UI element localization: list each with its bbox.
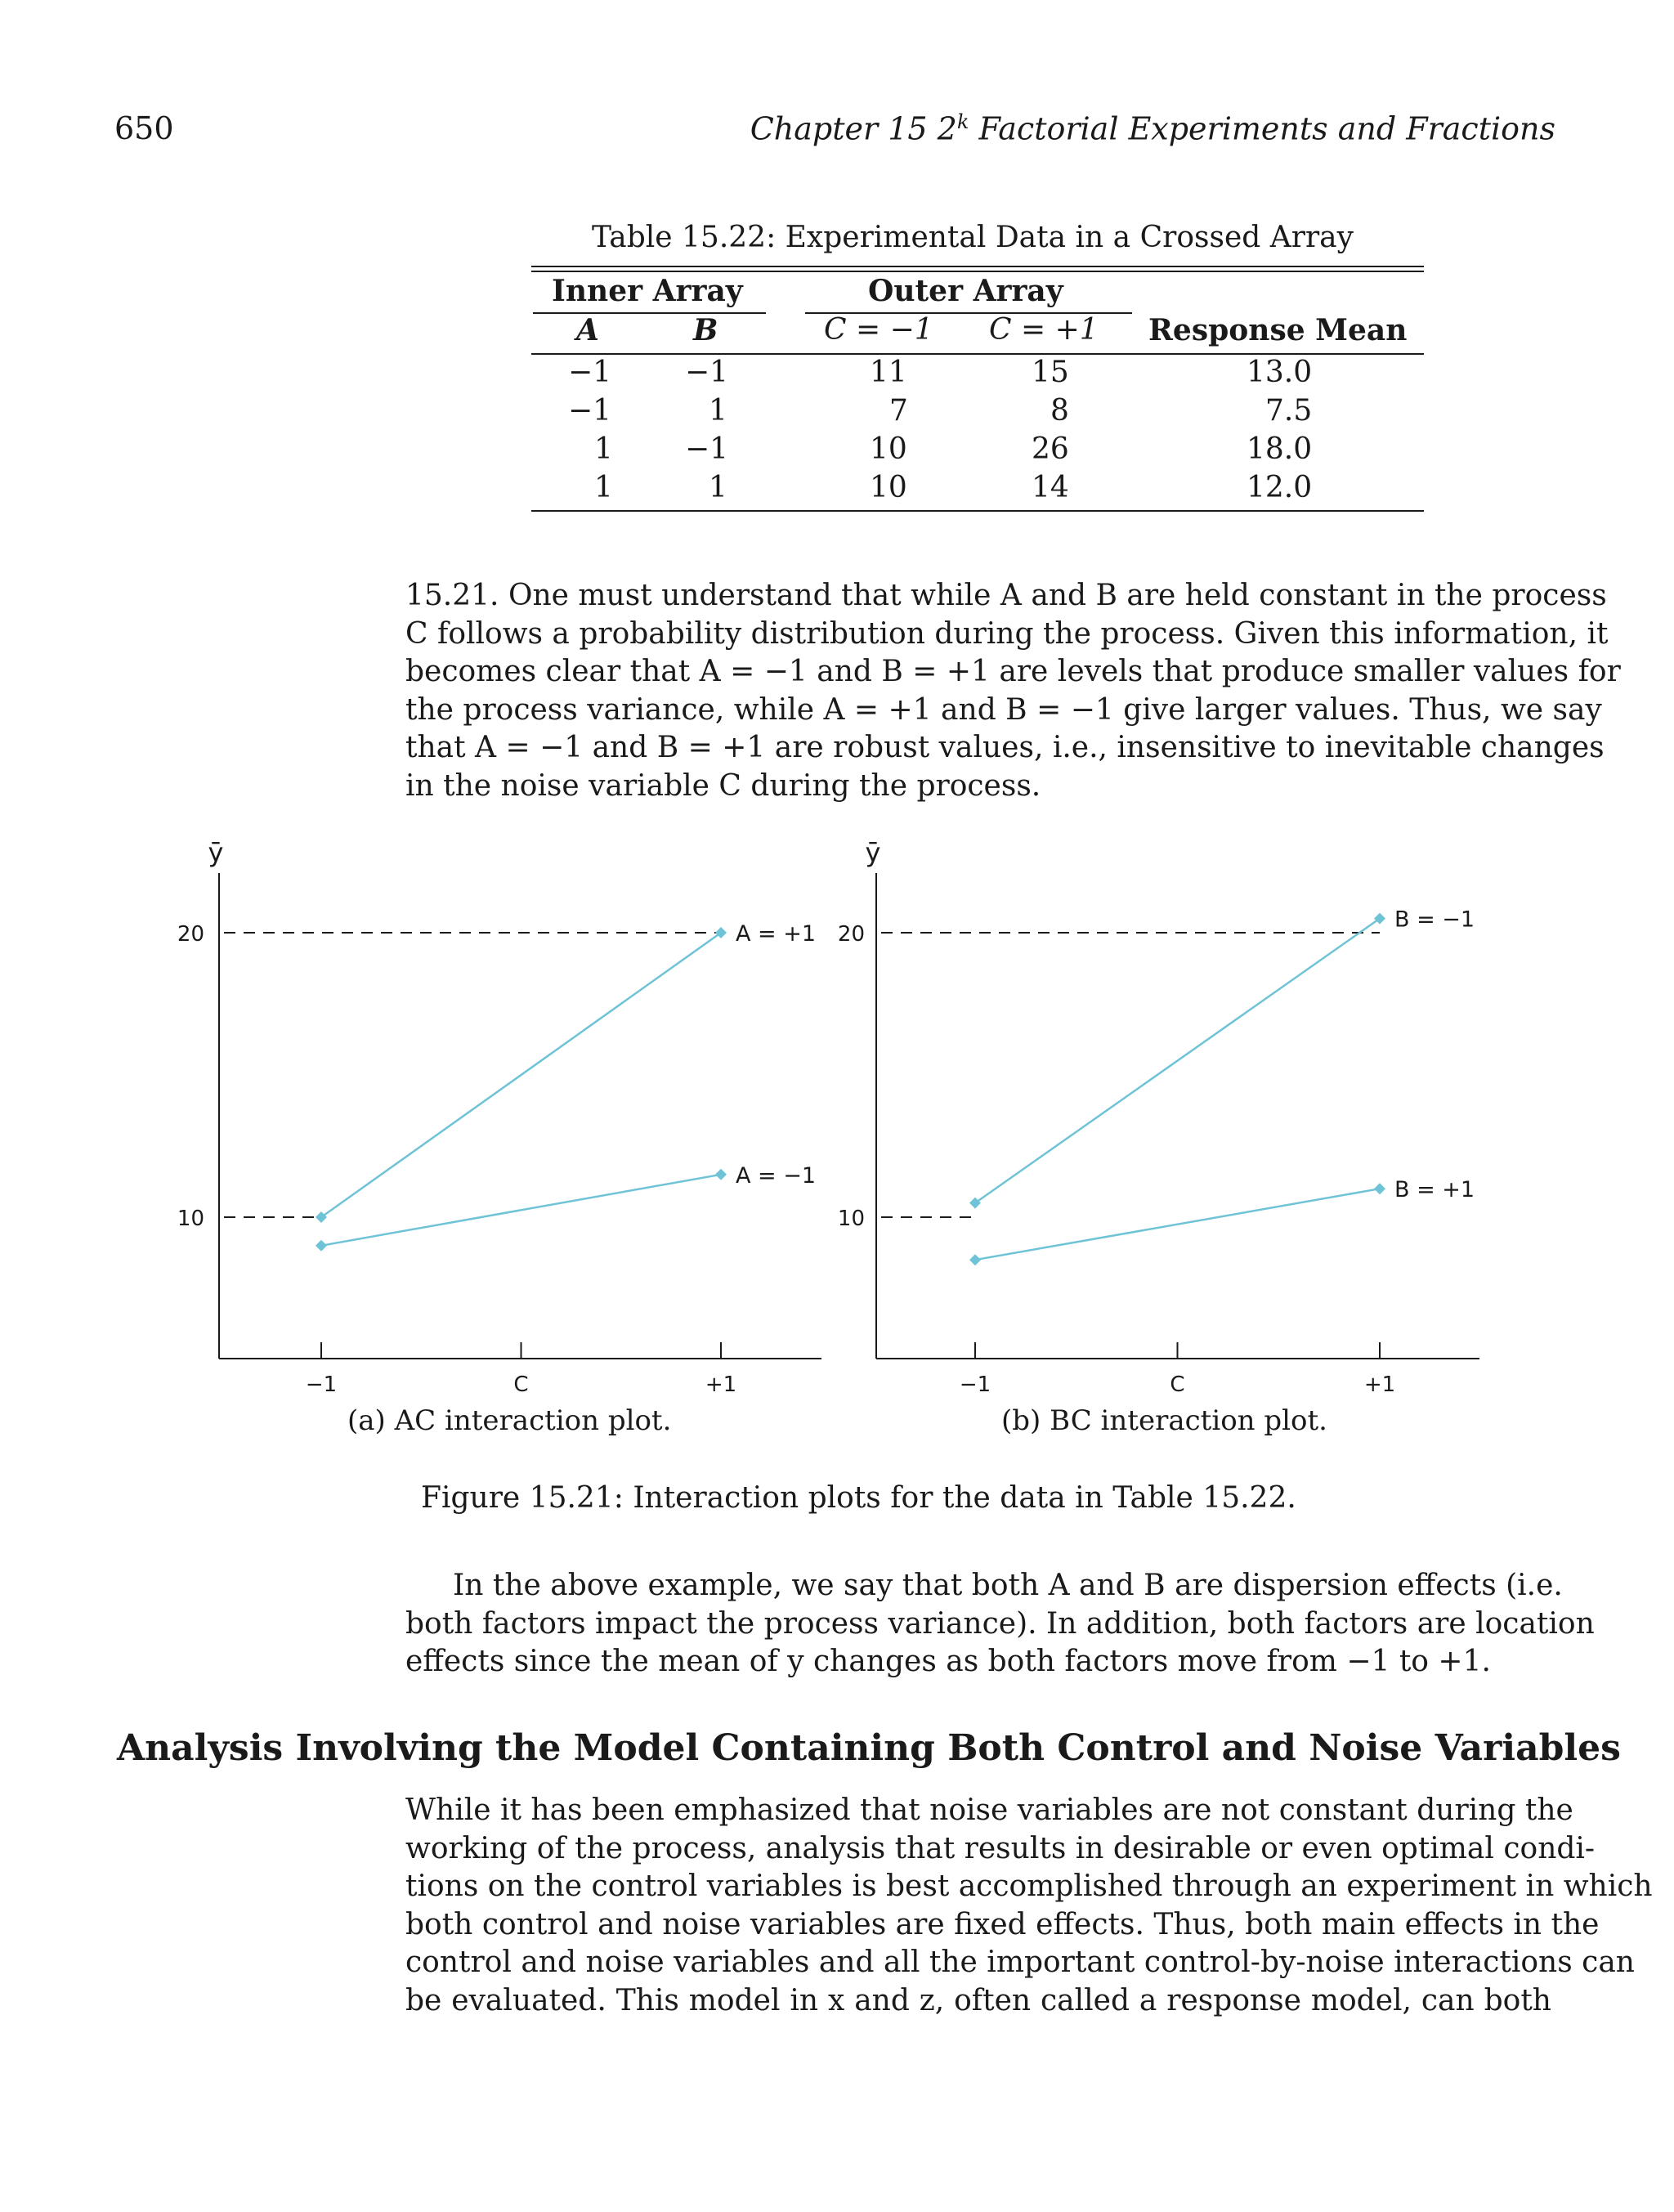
x-tick-label: −1 xyxy=(305,1372,338,1397)
series-label: B = −1 xyxy=(1394,907,1475,933)
text-line: the process variance, while A = +1 and B = −1 give larger values. Thus, we say xyxy=(405,692,1602,727)
series-label: B = +1 xyxy=(1394,1177,1475,1203)
y-axis-label: ȳ xyxy=(865,837,881,868)
text-line: be evaluated. This model in x and z, often called a response model, can both xyxy=(405,1983,1551,2017)
text-line: tions on the control variables is best accomplished through an experiment in which xyxy=(405,1869,1653,1903)
cell-c-minus: 10 xyxy=(870,432,907,466)
text-line: in the noise variable C during the process. xyxy=(405,768,1041,803)
text-line: both factors impact the process variance). In addition, both factors are location xyxy=(405,1606,1595,1641)
cell-c-plus: 8 xyxy=(1050,394,1069,428)
data-point xyxy=(715,1169,727,1180)
table-caption: Table 15.22: Experimental Data in a Crossed Array xyxy=(592,221,1354,254)
y-tick-label: 20 xyxy=(177,922,204,947)
data-point xyxy=(969,1254,981,1265)
cell-b: −1 xyxy=(685,432,729,466)
text-line: In the above example, we say that both A and B are dispersion effects (i.e. xyxy=(453,1569,1563,1602)
paragraph-response-model xyxy=(405,1792,1653,2020)
text-line: 15.21. One must understand that while A and B are held constant in the process xyxy=(405,579,1607,612)
cell-c-minus: 7 xyxy=(889,394,908,428)
cell-c-plus: 15 xyxy=(1032,356,1069,389)
x-tick-label: +1 xyxy=(1363,1372,1396,1397)
cell-c-plus: 14 xyxy=(1032,471,1069,504)
cell-mean: 7.5 xyxy=(1265,394,1313,428)
chapter-suffix: Factorial Experiments and Fractions xyxy=(969,110,1555,147)
cell-a: −1 xyxy=(568,356,612,389)
cell-mean: 12.0 xyxy=(1247,471,1313,504)
y-tick-label: 10 xyxy=(177,1207,204,1231)
x-tick-label: C xyxy=(1170,1372,1185,1397)
cell-mean: 13.0 xyxy=(1247,356,1313,389)
text-line: control and noise variables and all the important control-by-noise interactions can xyxy=(405,1946,1635,1979)
cell-b: −1 xyxy=(685,356,729,389)
x-tick-label: −1 xyxy=(959,1372,991,1397)
series-line xyxy=(975,1189,1380,1260)
col-header-a: A xyxy=(576,313,599,347)
y-axis-label: ȳ xyxy=(208,837,224,868)
series-label: A = +1 xyxy=(736,921,817,947)
text-line: While it has been emphasized that noise variables are not constant during the xyxy=(405,1793,1573,1827)
text-line: effects since the mean of y changes as both factors move from −1 to +1. xyxy=(405,1645,1491,1678)
col-header-b: B xyxy=(693,313,718,347)
cell-c-minus: 10 xyxy=(870,471,907,504)
subcaption-b: (b) BC interaction plot. xyxy=(1001,1404,1327,1437)
series-label: A = −1 xyxy=(736,1162,817,1189)
y-tick-label: 20 xyxy=(837,922,865,947)
ac-interaction-plot xyxy=(177,837,821,1397)
text-line: becomes clear that A = −1 and B = +1 are levels that produce smaller values for xyxy=(405,655,1621,688)
cell-a: 1 xyxy=(594,432,613,466)
col-header-c-plus: C = +1 xyxy=(989,313,1099,347)
text-line: working of the process, analysis that results in desirable or even optimal condi- xyxy=(405,1831,1596,1865)
series-line xyxy=(321,933,721,1217)
figure-caption: Figure 15.21: Interaction plots for the data in Table 15.22. xyxy=(421,1481,1296,1515)
paragraph-dispersion-effects xyxy=(405,1567,1595,1681)
cell-a: −1 xyxy=(568,394,612,428)
cell-c-plus: 26 xyxy=(1032,432,1069,466)
subcaption-a: (a) AC interaction plot. xyxy=(347,1404,672,1437)
data-point xyxy=(316,1240,327,1252)
cell-mean: 18.0 xyxy=(1247,432,1313,466)
page-number: 650 xyxy=(114,110,174,146)
section-heading: Analysis Involving the Model Containing Both Control and Noise Variables xyxy=(117,1727,1621,1769)
cell-b: 1 xyxy=(709,471,727,504)
series-line xyxy=(321,1175,721,1246)
chapter-sup: k xyxy=(956,110,969,133)
col-header-response-mean: Response Mean xyxy=(1148,313,1408,347)
inner-array-header: Inner Array xyxy=(552,274,743,308)
series-line xyxy=(975,919,1380,1203)
text-line: C follows a probability distribution during the process. Given this information, it xyxy=(405,616,1609,651)
cell-b: 1 xyxy=(709,394,727,428)
text-line: that A = −1 and B = +1 are robust values, i.e., insensitive to inevitable changes xyxy=(405,731,1605,764)
outer-array-header: Outer Array xyxy=(868,274,1063,308)
cell-a: 1 xyxy=(594,471,613,504)
bc-interaction-plot xyxy=(838,837,1479,1397)
data-point xyxy=(1374,1183,1385,1194)
col-header-c-minus: C = −1 xyxy=(824,313,933,347)
text-line: both control and noise variables are fixed effects. Thus, both main effects in the xyxy=(405,1907,1600,1941)
chapter-prefix: Chapter 15 2 xyxy=(750,110,957,147)
y-tick-label: 10 xyxy=(837,1207,865,1231)
cell-c-minus: 11 xyxy=(870,356,907,389)
x-tick-label: C xyxy=(513,1372,529,1397)
x-tick-label: +1 xyxy=(705,1372,737,1397)
